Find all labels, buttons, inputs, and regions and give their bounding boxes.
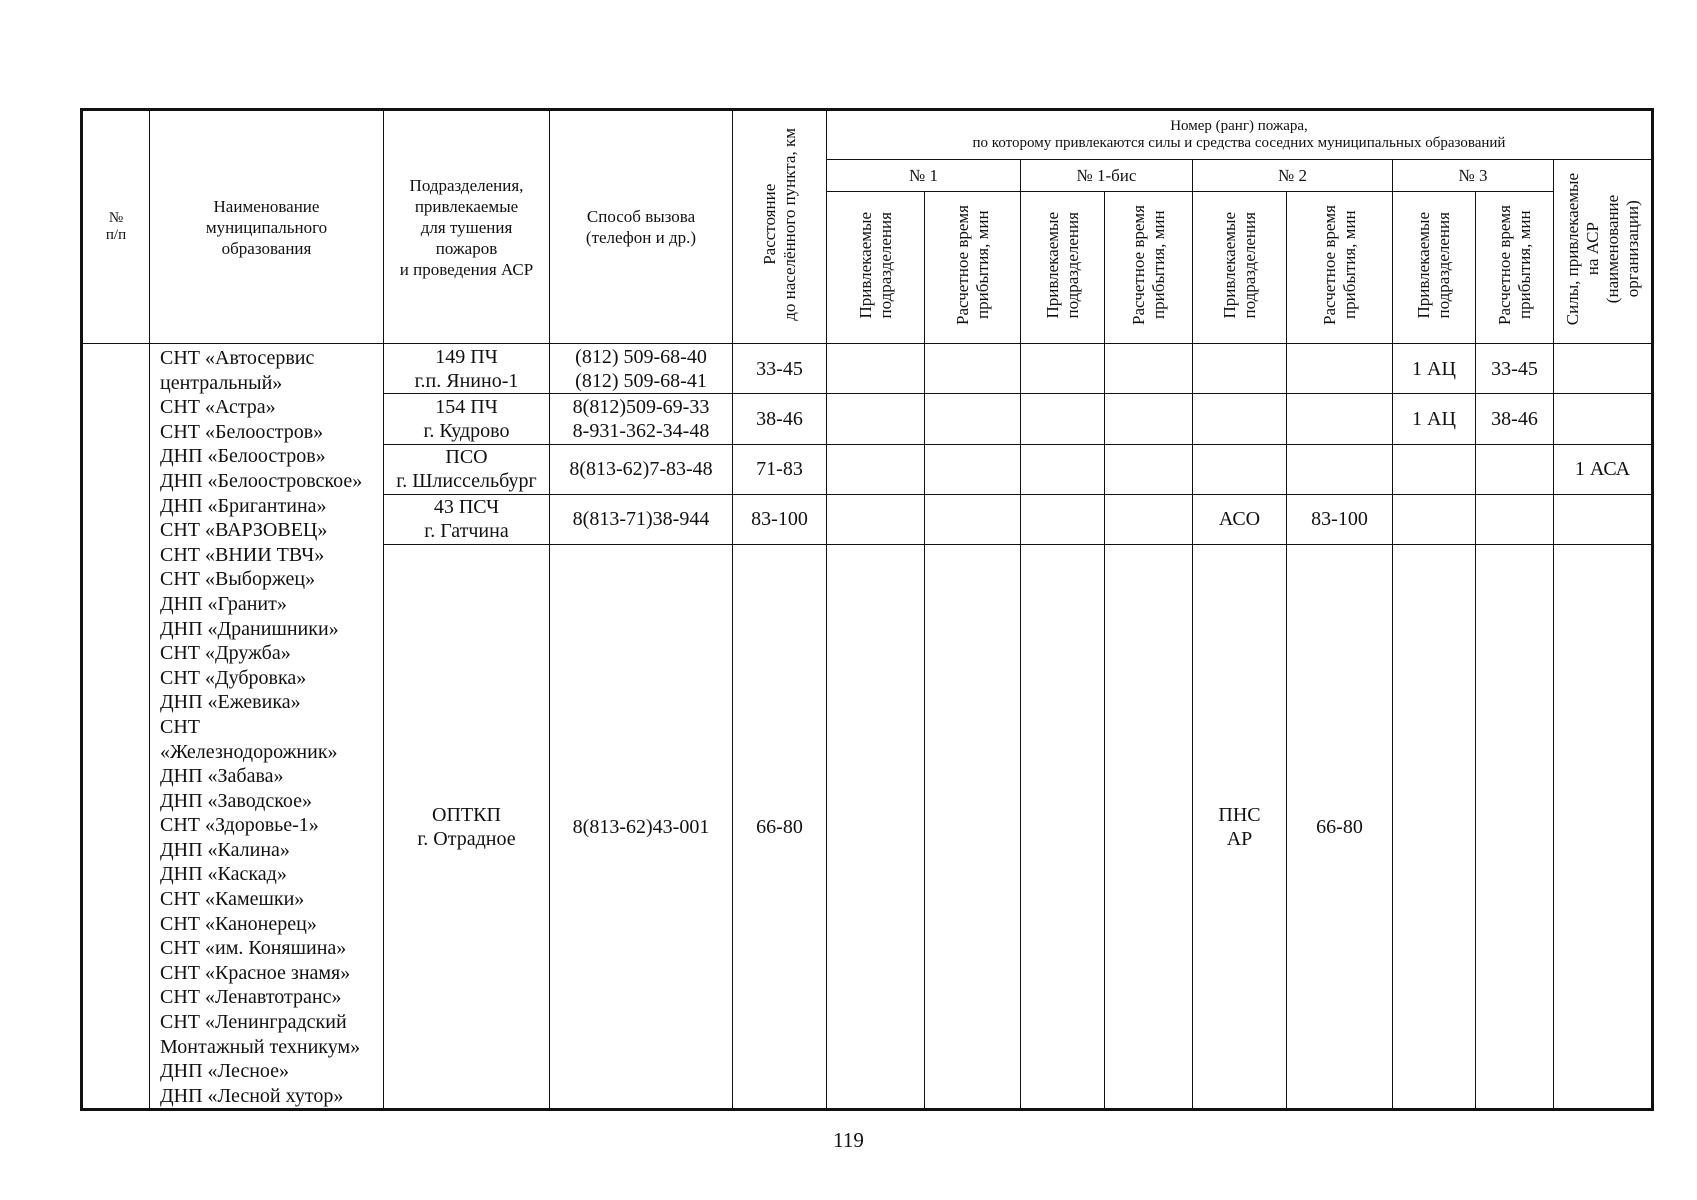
municipality-name: ДНП «Ежевика» xyxy=(160,691,301,714)
municipality-name: СНТ «Автосервис xyxy=(160,347,315,369)
municipality-name: ДНП «Белоостров» xyxy=(160,445,326,468)
r1-arrival-cell xyxy=(925,444,1021,494)
r2-attracted-cell xyxy=(1193,394,1287,444)
header-units: Подразделения, привлекаемые для тушения пожаров и проведения АСР xyxy=(384,110,550,344)
header-r1-attracted: Привлекаемые подразделения xyxy=(827,192,925,344)
municipality-name: ДНП «Заводское» xyxy=(160,789,313,812)
r1-arrival-cell xyxy=(925,494,1021,544)
header-rank-2: № 2 xyxy=(1193,160,1393,192)
r2-attracted-cell: АСО xyxy=(1193,494,1287,544)
r1bis-attracted-cell xyxy=(1021,394,1105,444)
municipality-name: «Железнодорожник» xyxy=(160,740,338,763)
header-rank-3: № 3 xyxy=(1393,160,1554,192)
r3-arrival-cell: 38-46 xyxy=(1476,394,1554,444)
r1-arrival-cell xyxy=(925,344,1021,394)
names-cell xyxy=(150,344,384,1110)
r3-arrival-cell xyxy=(1476,444,1554,494)
r2-arrival-cell xyxy=(1287,344,1393,394)
r2-arrival-cell xyxy=(1287,394,1393,444)
municipality-name: ДНП «Калина» xyxy=(160,838,290,861)
header-r3-arrival: Расчетное время прибытия, мин xyxy=(1476,192,1554,344)
municipality-name: СНТ «Ленавтотранс» xyxy=(160,986,342,1009)
header-call: Способ вызова (телефон и др.) xyxy=(550,110,733,344)
call-cell: 8(813-62)43-001 xyxy=(550,545,733,1110)
municipality-name: центральный» xyxy=(160,371,283,394)
distance-cell: 83-100 xyxy=(733,494,827,544)
municipality-name: СНТ «Астра» xyxy=(160,396,276,419)
r3-attracted-cell: 1 АЦ xyxy=(1393,394,1476,444)
call-cell: (812) 509-68-40 (812) 509-68-41 xyxy=(550,344,733,394)
municipality-name: ДНП «Гранит» xyxy=(160,592,287,615)
asr-cell xyxy=(1554,545,1653,1110)
asr-cell xyxy=(1554,394,1653,444)
r1bis-arrival-cell xyxy=(1105,545,1193,1110)
r1bis-arrival-cell xyxy=(1105,344,1193,394)
r1bis-attracted-cell xyxy=(1021,494,1105,544)
unit-cell: ПСО г. Шлиссельбург xyxy=(384,444,550,494)
municipality-name: ДНП «Белоостровское» xyxy=(160,469,363,492)
r1-attracted-cell xyxy=(827,545,925,1110)
header-r1bis-arrival: Расчетное время прибытия, мин xyxy=(1105,192,1193,344)
municipality-name: ДНП «Бригантина» xyxy=(160,494,327,517)
r3-attracted-cell xyxy=(1393,545,1476,1110)
call-cell: 8(813-62)7-83-48 xyxy=(550,444,733,494)
municipality-name: СНТ «ВНИИ ТВЧ» xyxy=(160,543,325,566)
r3-arrival-cell: 33-45 xyxy=(1476,344,1554,394)
r3-attracted-cell xyxy=(1393,494,1476,544)
row-num-cell xyxy=(82,344,150,1110)
unit-cell: 43 ПСЧ г. Гатчина xyxy=(384,494,550,544)
header-r1bis-attracted: Привлекаемые подразделения xyxy=(1021,192,1105,344)
unit-cell: 149 ПЧ г.п. Янино-1 xyxy=(384,344,550,394)
municipality-name: СНТ «Белоостров» xyxy=(160,420,324,443)
header-rank-1: № 1 xyxy=(827,160,1021,192)
asr-cell: 1 АСА xyxy=(1554,444,1653,494)
r1bis-attracted-cell xyxy=(1021,444,1105,494)
header-r3-attracted: Привлекаемые подразделения xyxy=(1393,192,1476,344)
r1-attracted-cell xyxy=(827,444,925,494)
header-distance xyxy=(733,110,827,344)
r3-arrival-cell xyxy=(1476,494,1554,544)
municipality-name: СНТ «Дубровка» xyxy=(160,666,307,689)
r1bis-attracted-cell xyxy=(1021,545,1105,1110)
municipality-name: СНТ «Камешки» xyxy=(160,888,305,911)
municipality-name: ДНП «Дранишники» xyxy=(160,617,339,640)
header-r2-attracted: Привлекаемые подразделения xyxy=(1193,192,1287,344)
municipality-name: СНТ «Ленинградский xyxy=(160,1011,347,1034)
table-row xyxy=(82,344,1653,394)
municipality-name: СНТ «Выборжец» xyxy=(160,568,316,591)
header-rank-1bis: № 1-бис xyxy=(1021,160,1193,192)
page-number: 119 xyxy=(833,1128,864,1152)
call-cell: 8(812)509-69-33 8-931-362-34-48 xyxy=(550,394,733,444)
r1-attracted-cell xyxy=(827,394,925,444)
unit-cell: 154 ПЧ г. Кудрово xyxy=(384,394,550,444)
r1bis-arrival-cell xyxy=(1105,494,1193,544)
r1-attracted-cell xyxy=(827,494,925,544)
municipality-name: СНТ «Красное знамя» xyxy=(160,961,351,984)
r2-arrival-cell xyxy=(1287,444,1393,494)
unit-cell: ОПТКП г. Отрадное xyxy=(384,545,550,1110)
municipality-name: ДНП «Каскад» xyxy=(160,863,287,886)
r2-attracted-cell: ПНС АР xyxy=(1193,545,1287,1110)
r2-attracted-cell xyxy=(1193,344,1287,394)
municipality-name: СНТ «Дружба» xyxy=(160,642,291,665)
municipality-name: СНТ «ВАРЗОВЕЦ» xyxy=(160,519,328,542)
municipality-name: СНТ «им. Коняшина» xyxy=(160,937,347,960)
call-cell: 8(813-71)38-944 xyxy=(550,494,733,544)
r3-attracted-cell xyxy=(1393,444,1476,494)
r2-arrival-cell: 66-80 xyxy=(1287,545,1393,1110)
municipality-name: СНТ xyxy=(160,715,200,738)
r2-arrival-cell: 83-100 xyxy=(1287,494,1393,544)
r1-attracted-cell xyxy=(827,344,925,394)
header-name: Наименование муниципального образования xyxy=(150,110,384,344)
municipality-name: ДНП «Забава» xyxy=(160,765,284,788)
r1bis-arrival-cell xyxy=(1105,444,1193,494)
r3-attracted-cell: 1 АЦ xyxy=(1393,344,1476,394)
asr-cell xyxy=(1554,344,1653,394)
asr-cell xyxy=(1554,494,1653,544)
r1-arrival-cell xyxy=(925,394,1021,444)
r1bis-arrival-cell xyxy=(1105,394,1193,444)
header-asr xyxy=(1554,160,1653,344)
r2-attracted-cell xyxy=(1193,444,1287,494)
distance-cell: 66-80 xyxy=(733,545,827,1110)
header-r1-arrival: Расчетное время прибытия, мин xyxy=(925,192,1021,344)
municipality-name: ДНП «Лесной хутор» xyxy=(160,1084,344,1107)
distance-cell: 71-83 xyxy=(733,444,827,494)
r1-arrival-cell xyxy=(925,545,1021,1110)
distance-cell: 38-46 xyxy=(733,394,827,444)
distance-cell: 33-45 xyxy=(733,344,827,394)
header-asr-text: Силы, привлекаемые на АСР (наименование организации) xyxy=(1562,172,1642,326)
r1bis-attracted-cell xyxy=(1021,344,1105,394)
forces-table xyxy=(80,108,1654,1111)
municipality-name: Монтажный техникум» xyxy=(160,1035,361,1058)
header-distance-text: Расстояние до населённого пункта, км xyxy=(759,128,799,321)
r3-arrival-cell xyxy=(1476,545,1554,1110)
header-r2-arrival: Расчетное время прибытия, мин xyxy=(1287,192,1393,344)
municipality-name: СНТ «Канонерец» xyxy=(160,912,317,935)
header-num: № п/п xyxy=(82,110,150,344)
municipality-name: ДНП «Лесное» xyxy=(160,1060,290,1083)
municipality-name: СНТ «Здоровье-1» xyxy=(160,814,319,837)
header-rank-title: Номер (ранг) пожара, по которому привлекаются силы и средства соседних муниципальных образований xyxy=(827,110,1653,160)
